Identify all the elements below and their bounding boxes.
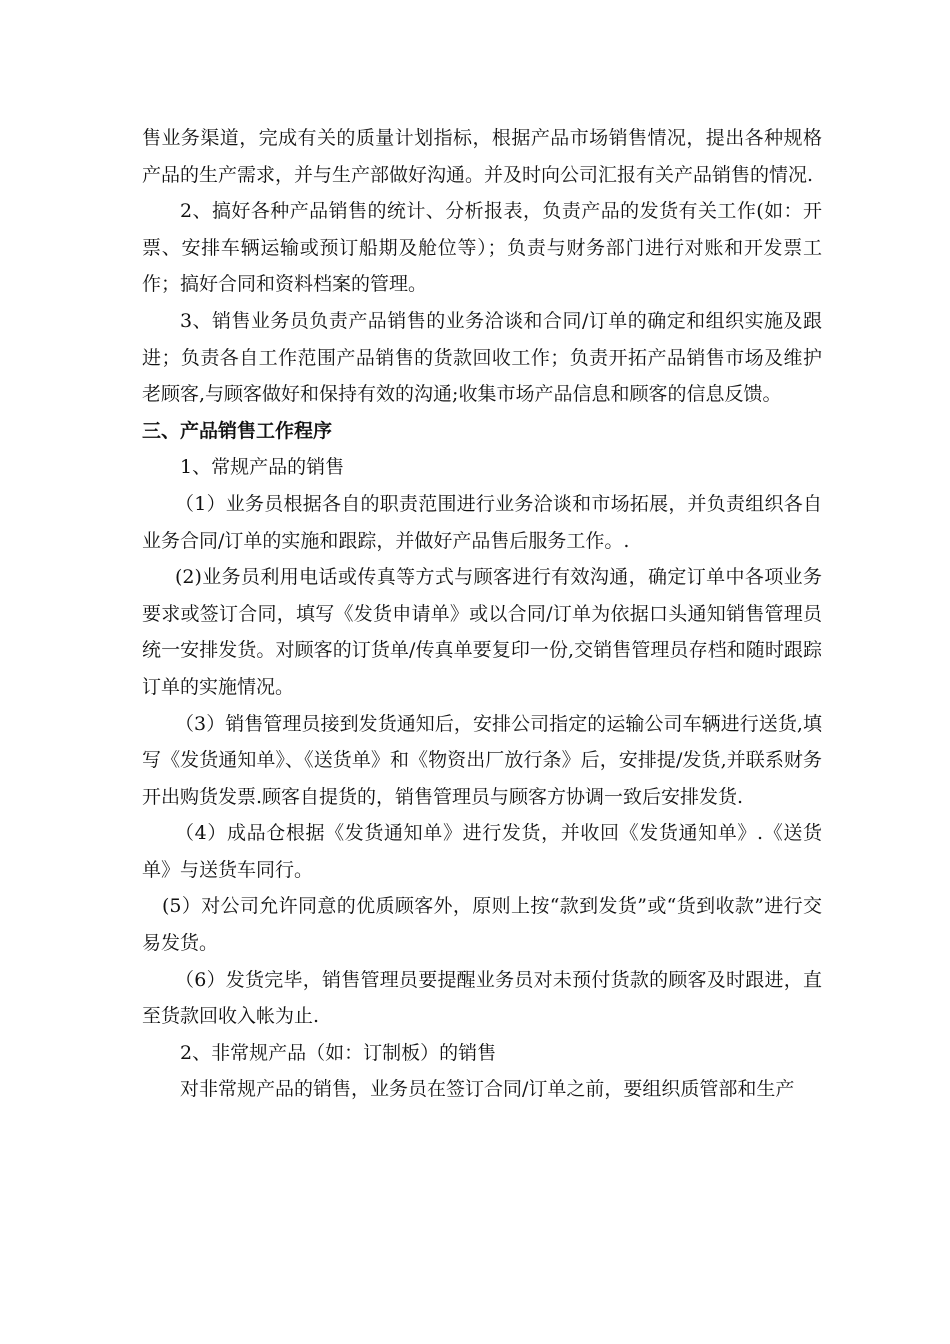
- list-item-2: (2)业务员利用电话或传真等方式与顾客进行有效沟通，确定订单中各项业务要求或签订合同，填写《发货申请单》或以合同/订单为依据口头通知销售管理员统一安排发货。对顾客的订货单/传真单要复印一份,交销售管理员存档和随时跟踪订单的实施情况。: [142, 566, 822, 698]
- section-heading-3: 三、产品销售工作程序: [142, 419, 333, 442]
- paragraph-item-3: 3、销售业务员负责产品销售的业务洽谈和合同/订单的确定和组织实施及跟进；负责各自工作范围产品销售的货款回收工作；负责开拓产品销售市场及维护老顾客,与顾客做好和保持有效的沟通;收集市场产品信息和顾客的信息反馈。: [142, 309, 822, 406]
- list-item-3: （3）销售管理员接到发货通知后，安排公司指定的运输公司车辆进行送货,填写《发货通知单》、《送货单》和《物资出厂放行条》后，安排提/发货,并联系财务开出购货发票.顾客自提货的，销售管理员与顾客方协调一致后安排发货.: [142, 712, 822, 808]
- paragraph-sales-channel: 售业务渠道，完成有关的质量计划指标，根据产品市场销售情况，提出各种规格产品的生产需求，并与生产部做好沟通。并及时向公司汇报有关产品销售的情况.: [142, 127, 822, 186]
- list-item-4: （4）成品仓根据《发货通知单》进行发货，并收回《发货通知单》.《送货单》与送货车同行。: [142, 822, 822, 881]
- list-item-6: （6）发货完毕，销售管理员要提醒业务员对未预付货款的顾客及时跟进，直至货款回收入帐为止.: [142, 968, 822, 1028]
- paragraph-custom-products: 对非常规产品的销售，业务员在签订合同/订单之前，要组织质管部和生产: [180, 1078, 795, 1101]
- list-item-5: (5）对公司允许同意的优质顾客外，原则上按“款到发货”或“货到收款”进行交易发货。: [142, 895, 822, 955]
- document-page: [142, 120, 822, 1108]
- subheading-regular-products: 1、常规产品的销售: [180, 456, 345, 479]
- subheading-custom-products: 2、非常规产品（如：订制板）的销售: [180, 1041, 497, 1064]
- paragraph-item-2: 2、搞好各种产品销售的统计、分析报表，负责产品的发货有关工作(如：开票、安排车辆运输或预订船期及舱位等）；负责与财务部门进行对账和开发票工作；搞好合同和资料档案的管理。: [142, 200, 822, 296]
- list-item-1: （1）业务员根据各自的职责范围进行业务洽谈和市场拓展，并负责组织各自业务合同/订单的实施和跟踪，并做好产品售后服务工作。.: [142, 492, 822, 552]
